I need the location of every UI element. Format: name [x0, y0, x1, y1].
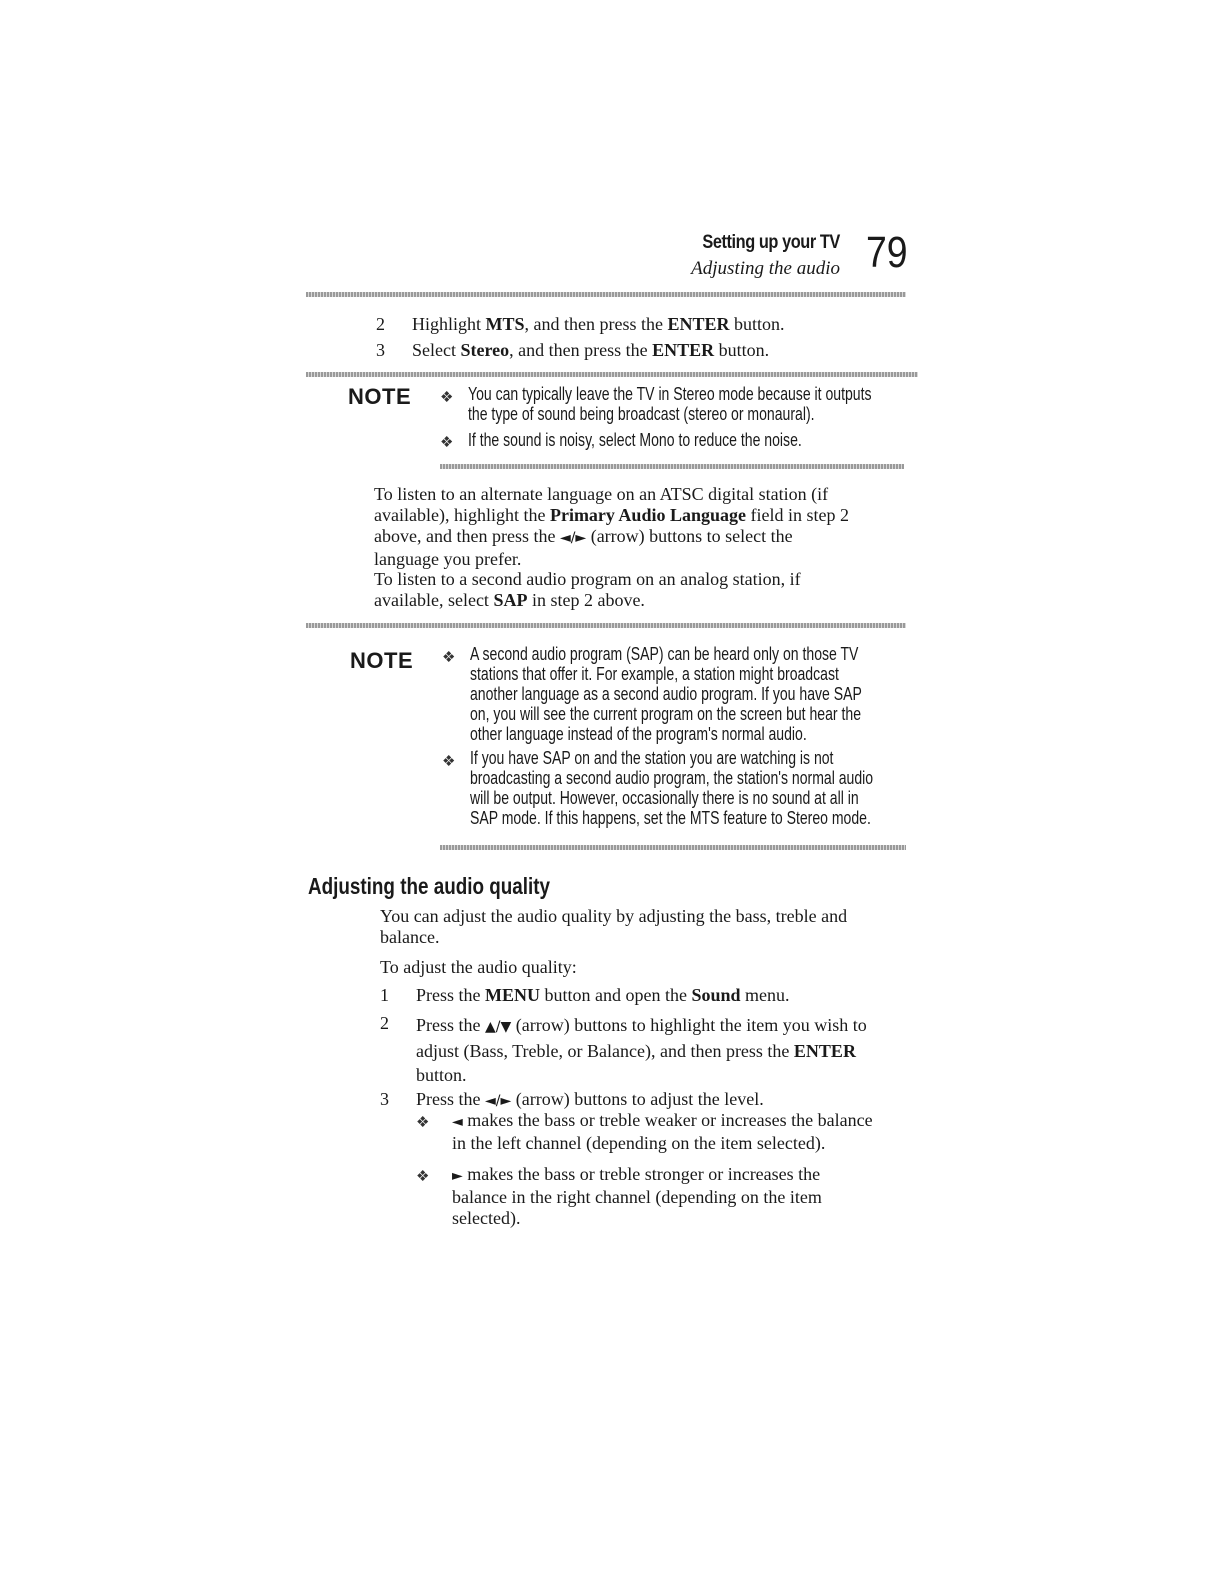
left-arrow-icon: ◄: [452, 1114, 463, 1130]
step-text: Press the ▲/▼ (arrow) buttons to highlight the item you wish to adjust (Bass, Treble, or Balance), and then press the ENTER button.: [416, 1015, 867, 1085]
note-rule-bottom: [440, 845, 906, 850]
page-number: 79: [866, 228, 908, 277]
step-text: Press the ◄/► (arrow) buttons to adjust the level.: [416, 1089, 764, 1109]
note-bullet-text: A second audio program (SAP) can be heard only on those TV stations that offer it. For example, a station might broadcast another language as a second audio program. If you have SAP on, you will see the current program on the screen but hear the other language instead of the program's normal audio.: [470, 644, 862, 744]
diamond-bullet-icon: ❖: [416, 1169, 430, 1185]
left-right-arrow-icon: ◄/►: [485, 1093, 512, 1109]
paragraph: You can adjust the audio quality by adjusting the bass, treble and balance.: [380, 906, 848, 947]
step-number: 2: [380, 1013, 389, 1033]
note-bullet-text: If the sound is noisy, select Mono to reduce the noise.: [468, 430, 802, 450]
diamond-bullet-icon: ❖: [440, 390, 454, 406]
right-arrow-icon: ►: [452, 1168, 463, 1184]
left-right-arrow-icon: ◄/►: [559, 530, 587, 546]
note-label: NOTE: [348, 384, 412, 409]
step-number: 3: [380, 1089, 389, 1109]
steps-top: [376, 314, 785, 361]
running-header-section: Setting up your TV: [702, 232, 840, 253]
step-number: 1: [380, 985, 389, 1005]
step-item: 3 Select Stereo, and then press the ENTER button.: [376, 340, 770, 360]
note-rule-top: [306, 372, 918, 377]
note-rule-top: [306, 623, 906, 628]
note-label: NOTE: [350, 648, 414, 673]
paragraph: To listen to an alternate language on an ATSC digital station (if available), highlight the Primary Audio Language field in step 2 above, and then press the ◄/► (arrow) buttons to select the language you prefer.: [374, 484, 849, 569]
note-bullet-text: You can typically leave the TV in Stereo mode because it outputs the type of sound being broadcast (stereo or monaural).: [468, 384, 872, 424]
note-bullet-text: If you have SAP on and the station you are watching is not broadcasting a second audio program, the station's normal audio will be output. However, occasionally there is no sound at all in SAP mode. If this happens, set the MTS feature to Stereo mode.: [470, 748, 874, 828]
diamond-bullet-icon: ❖: [416, 1115, 430, 1131]
diamond-bullet-icon: ❖: [442, 754, 456, 770]
header-rule: [306, 292, 906, 297]
sub-bullet-text: ◄ makes the bass or treble weaker or increases the balance in the left channel (depending on the item selected).: [452, 1110, 873, 1153]
sub-bullet-text: ► makes the bass or treble stronger or increases the balance in the right channel (depending on the item selected).: [452, 1164, 822, 1228]
paragraph: To adjust the audio quality:: [380, 957, 577, 977]
up-down-arrow-icon: ▲/▼: [485, 1019, 512, 1035]
diamond-bullet-icon: ❖: [440, 435, 454, 451]
note-rule-bottom: [440, 464, 904, 469]
section-heading: Adjusting the audio quality: [308, 873, 551, 899]
step-text: Press the MENU button and open the Sound menu.: [416, 985, 790, 1005]
paragraph: To listen to a second audio program on an analog station, if available, select SAP in step 2 above.: [374, 569, 801, 610]
step-item: 2 Highlight MTS, and then press the ENTER button.: [376, 314, 785, 334]
diamond-bullet-icon: ❖: [442, 650, 456, 666]
running-header-subsection: Adjusting the audio: [691, 258, 840, 279]
